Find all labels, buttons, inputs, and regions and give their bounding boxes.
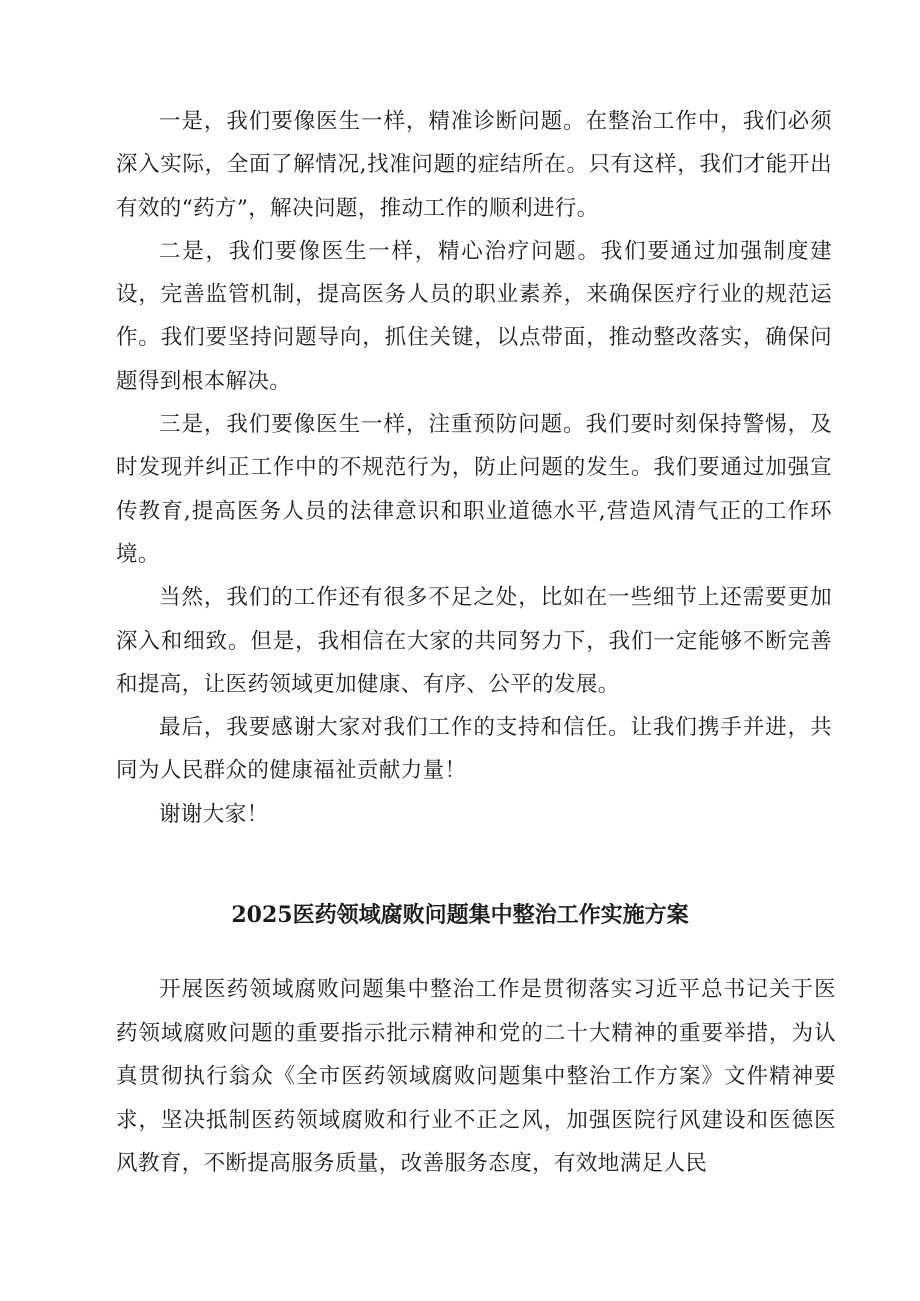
paragraph-prevent: 三是，我们要像医生一样，注重预防问题。我们要时刻保持警惕，及时发现并纠正工作中的不规范行为，防止问题的发生。我们要通过加强宣传教育,提高医务人员的法律意识和职业道德水平,营造风清气正的工作环境。 (116, 412, 832, 567)
paragraph-treat: 二是，我们要像医生一样，精心治疗问题。我们要通过加强制度建设，完善监管机制，提高医务人员的职业素养，来确保医疗行业的规范运作。我们要坚持问题导向，抓住关键，以点带面，推动整改落实，确保问题得到根本解决。 (116, 238, 832, 394)
plan-body (116, 968, 836, 1186)
speech-body (116, 100, 832, 836)
paragraph-plan-intro: 开展医药领域腐败问题集中整治工作是贯彻落实习近平总书记关于医药领域腐败问题的重要指示批示精神和党的二十大精神的重要举措，为认真贯彻执行翁众《全市医药领域腐败问题集中整治工作方案》文件精神要求，坚决抵制医药领域腐败和行业不正之风，加强医院行风建设和医德医风教育，不断提高服务质量，改善服务态度，有效地满足人民 (116, 977, 836, 1177)
paragraph-thanks: 最后，我要感谢大家对我们工作的支持和信任。让我们携手并进，共同为人民群众的健康福祉贡献力量！ (116, 715, 832, 784)
paragraph-shortcomings: 当然，我们的工作还有很多不足之处，比如在一些细节上还需要更加深入和细致。但是，我相信在大家的共同努力下，我们一定能够不断完善和提高，让医药领域更加健康、有序、公平的发展。 (116, 585, 832, 697)
paragraph-closing: 谢谢大家！ (159, 801, 269, 827)
paragraph-diagnose: 一是，我们要像医生一样，精准诊断问题。在整治工作中，我们必须深入实际，全面了解情况,找准问题的症结所在。只有这样，我们才能开出有效的“药方”，解决问题，推动工作的顺利进行。 (116, 109, 832, 221)
document-title: 2025医药领域腐败问题集中整治工作实施方案 (231, 902, 689, 928)
